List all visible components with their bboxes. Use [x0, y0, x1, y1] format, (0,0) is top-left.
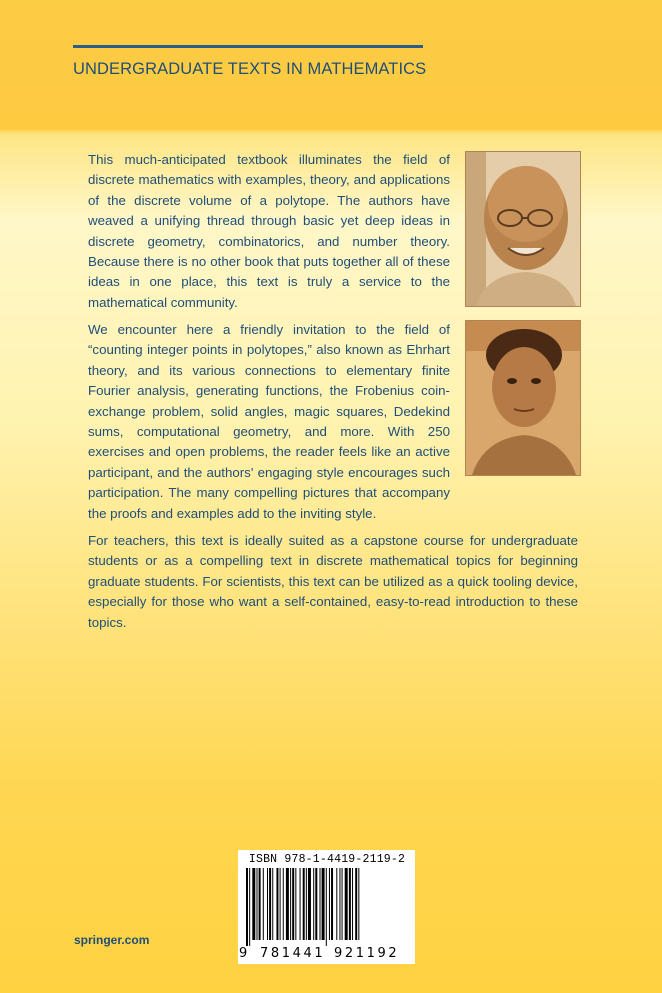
barcode-bar	[269, 868, 271, 940]
header-rule	[73, 45, 423, 48]
barcode-bar	[263, 868, 264, 940]
barcode-digits-right: 921192	[334, 946, 400, 961]
isbn-barcode	[238, 850, 415, 964]
barcode-bars	[244, 868, 410, 946]
isbn-label: ISBN 978-1-4419-2119-2	[248, 853, 406, 866]
barcode-bar	[345, 868, 348, 940]
barcode-bar	[295, 868, 296, 940]
barcode-bar	[352, 868, 353, 940]
barcode-bar	[342, 868, 343, 940]
barcode-bar	[283, 868, 284, 940]
series-title: UNDERGRADUATE TEXTS IN MATHEMATICS	[73, 60, 427, 78]
barcode-bar	[267, 868, 268, 940]
barcode-bar	[249, 868, 250, 946]
barcode-bar	[315, 868, 317, 940]
barcode-bar	[326, 868, 327, 946]
description-paragraph-3: For teachers, this text is ideally suited as a capstone course for undergraduate students or as a compelling text in discrete mathematical topics for beginning graduate students. For scientists, this text can be utilized as a quick tooling device, especially for those who want a self-contained, easy-to-read introduction to these topics.	[88, 533, 578, 630]
barcode-bar	[358, 868, 359, 940]
barcode-bar	[320, 868, 321, 940]
barcode-digits-left: 781441	[260, 946, 326, 961]
author-photo-1	[465, 151, 581, 307]
barcode-bar	[322, 868, 325, 940]
description-paragraph-2: We encounter here a friendly invitation to the field of “counting integer points in polytopes,” also known as Ehrhart theory, and its various connections to elementary finite Fourier analysis, generating functions, the Frobenius coin-exchange problem, solid angles, magic squares, Dedekind sums, computational geometry, and more. With 250 exercises and open problems, the reader feels like an active participant, and the authors' engaging style encourages such participation. The many compelling pictures that accompany the proofs and examples add to the inviting style.	[88, 322, 450, 521]
barcode-bar	[331, 868, 333, 940]
author-portrait-1-image	[466, 152, 580, 306]
barcode-bar	[276, 868, 278, 940]
barcode-bar	[272, 868, 273, 940]
barcode-bar	[246, 868, 248, 946]
description-paragraph-1: This much-anticipated textbook illuminates the field of discrete mathematics with examples, theory, and applications of the discrete volume of a polytope. The authors have weaved a unifying thread through basic yet deep ideas in discrete geometry, combinatorics, and number theory. Because there is no other book that puts together all of these ideas in one place, this text is truly a service to the mathematical community.	[88, 152, 450, 310]
author-photo-2	[465, 320, 581, 476]
barcode-bar	[286, 868, 289, 940]
barcode-bar	[355, 868, 357, 940]
barcode-bar	[349, 868, 351, 940]
barcode-bar	[252, 868, 255, 940]
barcode-bar	[336, 868, 337, 940]
publisher-url[interactable]: springer.com	[74, 933, 150, 947]
barcode-bar	[308, 868, 311, 940]
barcode-bar	[259, 868, 261, 940]
barcode-bar	[292, 868, 294, 940]
barcode-bar	[329, 868, 330, 940]
barcode-bar	[339, 868, 340, 940]
barcode-bar	[313, 868, 314, 940]
barcode-bar	[290, 868, 291, 940]
barcode-bar	[257, 868, 258, 940]
barcode-bar	[300, 868, 301, 940]
barcode-bar	[280, 868, 281, 940]
author-portrait-2-image	[466, 321, 580, 475]
barcode-digit-first: 9	[239, 946, 248, 961]
barcode-bar	[306, 868, 307, 940]
barcode-bar	[303, 868, 305, 940]
